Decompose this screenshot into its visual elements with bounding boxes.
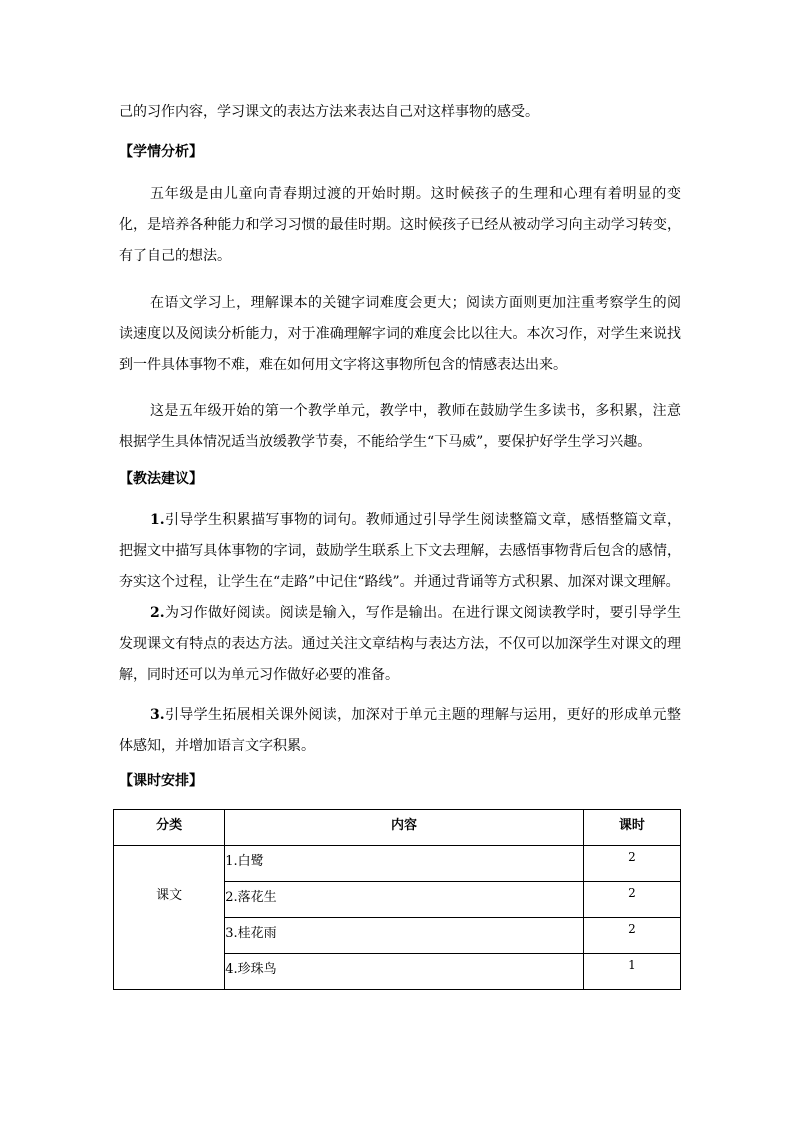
method-item-1-text: 引导学生积累描写事物的词句。教师通过引导学生阅读整篇文章，感悟整篇文章，把握文中描写具体事物的字词，鼓励学生联系上下文去理解，去感悟事物背后包含的感情，夯实这个过程，让学生在“走路”中记住“路线”。并通过背诵等方式积累、加深对课文理解。: [119, 512, 681, 590]
method-item-3-number: 3.: [150, 707, 165, 723]
method-item-1: [119, 505, 681, 598]
method-item-2: [119, 598, 681, 691]
method-item-3-text: 引导学生拓展相关课外阅读，加深对于单元主题的理解与运用，更好的形成单元整体感知，并增加语言文字积累。: [119, 707, 681, 754]
intro-paragraph-tail: 己的习作内容，学习课文的表达方法来表达自己对这样事物的感受。: [119, 104, 539, 120]
schedule-heading: 【课时安排】: [119, 773, 203, 789]
header-content: 内容: [225, 810, 584, 846]
situation-paragraph-3: 这是五年级开始的第一个教学单元，教学中，教师在鼓励学生多读书，多积累，注意根据学生具体情况适当放缓教学节奏，不能给学生“下马威”，要保护好学生学习兴趣。: [119, 403, 681, 450]
method-item-2-text: 为习作做好阅读。阅读是输入，写作是输出。在进行课文阅读教学时，要引导学生发现课文有特点的表达方法。通过关注文章结构与表达方法，不仅可以加深学生对课文的理解，同时还可以为单元习作做好必要的准备。: [119, 605, 681, 683]
hours-cell: 2: [583, 918, 680, 954]
category-cell: 课文: [114, 846, 225, 990]
situation-paragraph-1: 五年级是由儿童向青春期过渡的开始时期。这时候孩子的生理和心理有着明显的变化，是培养各种能力和学习习惯的最佳时期。这时候孩子已经从被动学习向主动学习转变，有了自己的想法。: [119, 186, 681, 264]
method-heading: 【教法建议】: [119, 471, 203, 487]
header-hours: 课时: [583, 810, 680, 846]
hours-cell: 2: [583, 846, 680, 882]
table-header-row: [114, 810, 681, 846]
situation-paragraph-2: 在语文学习上，理解课本的关键字词难度会更大；阅读方面则更加注重考察学生的阅读速度以及阅读分析能力，对于准确理解字词的难度会比以往大。本次习作，对学生来说找到一件具体事物不难，难在如何用文字将这事物所包含的情感表达出来。: [119, 295, 681, 373]
situation-heading: 【学情分析】: [119, 144, 203, 160]
hours-cell: 1: [583, 954, 680, 990]
schedule-table: [113, 809, 681, 990]
content-cell: 2.落花生: [225, 882, 584, 918]
content-cell: 3.桂花雨: [225, 918, 584, 954]
content-cell: 1.白鹭: [225, 846, 584, 882]
method-item-3: [119, 700, 681, 762]
method-item-2-number: 2.: [150, 605, 165, 621]
method-item-1-number: 1.: [150, 512, 165, 528]
table-row: [114, 846, 681, 882]
content-cell: 4.珍珠鸟: [225, 954, 584, 990]
header-category: 分类: [114, 810, 225, 846]
hours-cell: 2: [583, 882, 680, 918]
